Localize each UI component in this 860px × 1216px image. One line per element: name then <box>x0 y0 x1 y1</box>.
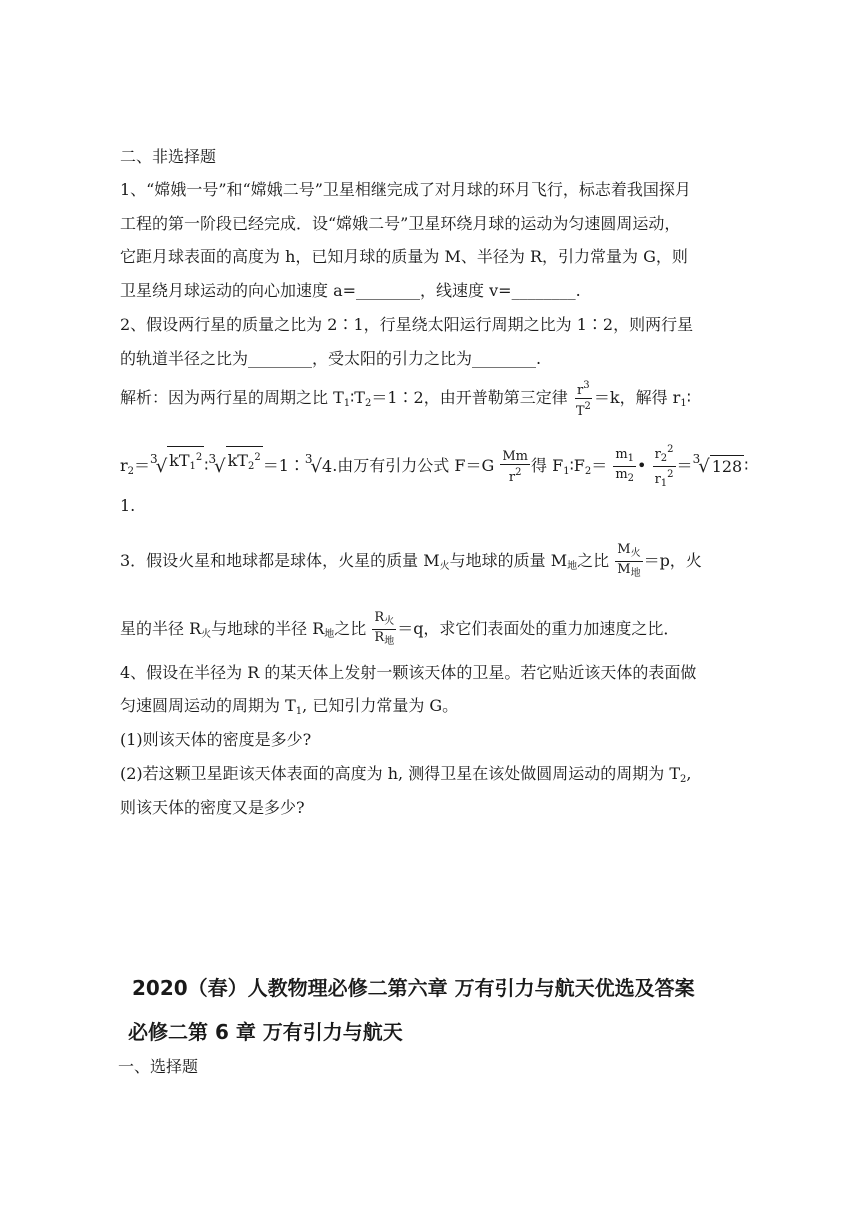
cube-root-kT1: 3 √ $kT_1^2$ <box>150 446 204 478</box>
q3-line-1: 3．假设火星和地球都是球体，火星的质量 $M_火$与地球的质量 $M_地$之比 $\frac{M_火}{M_地}$ ＝p，火 <box>120 542 702 579</box>
section-heading-choice: 一、选择题 <box>118 1057 199 1076</box>
solution-line-2: $r_2=$ 3 √ $kT_1^2$ ∶ 3 √ $kT_2^2$ ＝1∶ 3 √ 4 .由万有引力公式 F＝G $\frac{Mm}{r^2}$ 得 $F_1∶F_2=$ $\frac{m_1}{m_2}$ • $\frac{r_2^2}{r_1^2}$ ＝ 3 √ 128 ∶ <box>120 444 749 489</box>
q1-line-2: 工程的第一阶段已经完成．设“嫦娥二号”卫星环绕月球的运动为匀速圆周运动， <box>120 214 681 233</box>
q4-line-1: 4、假设在半径为 R 的某天体上发射一颗该天体的卫星。若它贴近该天体的表面做 <box>120 663 697 682</box>
q4-line-5: 则该天体的密度又是多少? <box>120 798 305 817</box>
kepler-fraction: $\frac{r^3}{T^2}$ <box>575 380 591 419</box>
document-title: 2020（春）人教物理必修二第六章 万有引力与航天优选及答案 <box>132 976 695 1000</box>
mass-ratio-mars-earth: $\frac{M_火}{M_地}$ <box>617 542 641 579</box>
q1-line-3: 它距月球表面的高度为 h，已知月球的质量为 M、半径为 R，引力常量为 G，则 <box>120 247 688 266</box>
gravity-fraction: $\frac{Mm}{r^2}$ <box>502 448 529 485</box>
q2-line-1: 2、假设两行星的质量之比为 2∶1，行星绕太阳运行周期之比为 1∶2，则两行星 <box>120 315 694 334</box>
radius-ratio-fraction: $\frac{r_2^2}{r_1^2}$ <box>654 444 674 489</box>
q4-line-4: (2)若这颗卫星距该天体表面的高度为 h, 测得卫星在该处做圆周运动的周期为 $T_2$, <box>120 764 692 785</box>
q4-line-3: (1)则该天体的密度是多少? <box>120 730 312 749</box>
solution-line-1: 解析：因为两行星的周期之比 $T_1∶T_2=1∶2$，由开普勒第三定律 $\frac{r^3}{T^2}$ ＝k，解得 $r_1∶$ <box>120 380 691 419</box>
section-heading-non-choice: 二、非选择题 <box>120 147 217 166</box>
q1-line-1: 1、“嫦娥一号”和“嫦娥二号”卫星相继完成了对月球的环月飞行，标志着我国探月 <box>120 180 691 199</box>
radius-ratio-mars-earth: $\frac{R_火}{R_地}$ <box>374 610 395 647</box>
chapter-title: 必修二第 6 章 万有引力与航天 <box>128 1020 403 1044</box>
q4-line-2: 匀速圆周运动的周期为 $T_1$, 已知引力常量为 G。 <box>120 696 459 717</box>
cube-root-4: 3 √ 4 <box>304 452 333 477</box>
solution-line-3: 1. <box>120 496 136 515</box>
q1-line-4: 卫星绕月球运动的向心加速度 a=________，线速度 v=________. <box>120 281 581 300</box>
mass-ratio-fraction: $\frac{m_1}{m_2}$ <box>615 447 635 484</box>
q2-line-2: 的轨道半径之比为________，受太阳的引力之比为________. <box>120 349 542 368</box>
cube-root-kT2: 3 √ $kT_2^2$ <box>208 446 262 478</box>
cube-root-128: 3 √ 128 <box>692 452 743 477</box>
q3-line-2: 星的半径 $R_火$与地球的半径 $R_地$之比 $\frac{R_火}{R_地}$ ＝q，求它们表面处的重力加速度之比． <box>120 610 680 647</box>
